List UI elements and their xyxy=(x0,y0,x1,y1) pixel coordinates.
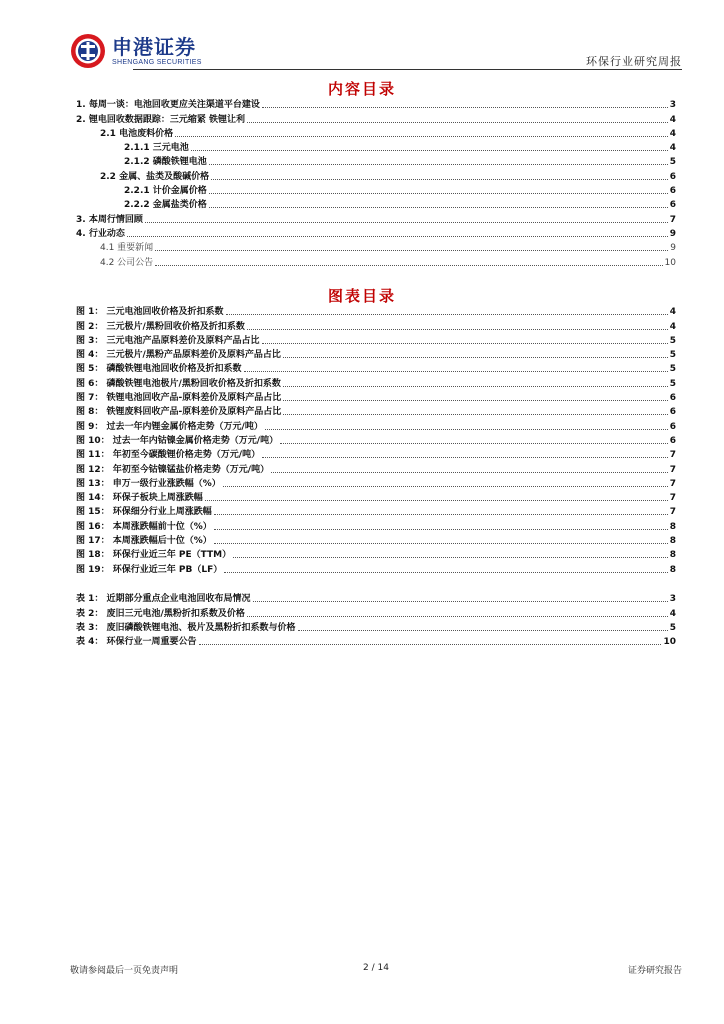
toc-leader-dots xyxy=(145,222,668,223)
toc-leader-dots xyxy=(262,107,668,108)
footer-doc-type: 证券研究报告 xyxy=(627,966,682,976)
toc-leader-dots xyxy=(155,265,662,266)
toc-entry[interactable] xyxy=(76,111,676,125)
toc-leader-dots xyxy=(224,572,667,573)
report-type: 环保行业研究周报 xyxy=(586,55,682,68)
toc-entry-label: 图 18： 环保行业近三年 PE（TTM） xyxy=(76,550,232,561)
toc-entry-page: 7 xyxy=(669,478,676,489)
toc-entry-page: 4 xyxy=(669,307,676,318)
toc-leader-dots xyxy=(280,443,668,444)
toc-entry-label: 2. 锂电回收数据跟踪：三元缩紧 铁锂让利 xyxy=(76,114,245,125)
toc-entry-page: 5 xyxy=(669,364,676,375)
toc-entry-label: 2.1.2 磷酸铁锂电池 xyxy=(124,157,207,168)
toc-entry[interactable] xyxy=(76,97,676,111)
toc-entry-page: 8 xyxy=(669,521,676,532)
toc-entry-label: 图 8： 铁锂废料回收产品-原料差价及原料产品占比 xyxy=(76,407,282,418)
toc-entry[interactable] xyxy=(76,318,676,332)
toc-entry-page: 6 xyxy=(669,186,676,197)
toc-entry-label: 2.2.2 金属盐类价格 xyxy=(124,200,207,211)
toc-entry[interactable] xyxy=(76,304,676,318)
toc-entry-label: 图 10： 过去一年内钴镍金属价格走势（万元/吨） xyxy=(76,435,279,446)
toc-entry-label: 图 11： 年初至今碳酸锂价格走势（万元/吨） xyxy=(76,450,261,461)
toc-leader-dots xyxy=(298,630,668,631)
toc-leader-dots xyxy=(211,179,668,180)
toc-leader-dots xyxy=(191,150,668,151)
toc-entry-page: 4 xyxy=(669,143,676,154)
toc-entry-label: 图 15： 环保细分行业上周涨跌幅 xyxy=(76,507,212,518)
toc-leader-dots xyxy=(214,529,668,530)
toc-entry[interactable] xyxy=(76,154,676,168)
toc-entry[interactable] xyxy=(76,211,676,225)
toc-entry[interactable] xyxy=(76,140,676,154)
toc-leader-dots xyxy=(283,386,668,387)
toc-entry[interactable] xyxy=(76,168,676,182)
toc-entry-label: 表 1： 近期部分重点企业电池回收布局情况 xyxy=(76,594,251,605)
toc-entry-page: 7 xyxy=(669,464,676,475)
toc-leader-dots xyxy=(223,486,668,487)
toc-entry[interactable] xyxy=(76,634,676,648)
toc-entry-page: 8 xyxy=(669,564,676,575)
toc-entry-label: 2.2 金属、盐类及酸碱价格 xyxy=(100,171,210,182)
tables-list xyxy=(76,591,676,648)
toc-leader-dots xyxy=(265,429,668,430)
toc-entry-label: 图 12： 年初至今钴镍锰盐价格走势（万元/吨） xyxy=(76,464,270,475)
toc-entry-page: 6 xyxy=(669,407,676,418)
contents-title: 内容目录 xyxy=(327,80,396,98)
toc-entry-label: 4.2 公司公告 xyxy=(100,257,154,268)
toc-entry-label: 图 14： 环保子板块上周涨跌幅 xyxy=(76,493,203,504)
toc-entry-page: 4 xyxy=(669,608,676,619)
toc-entry-page: 5 xyxy=(669,157,676,168)
toc-entry-label: 图 17： 本周涨跌幅后十位（%） xyxy=(76,536,212,547)
header-divider xyxy=(133,69,682,70)
toc-entry[interactable] xyxy=(76,183,676,197)
toc-leader-dots xyxy=(233,557,668,558)
toc-entry-label: 3. 本周行情回顾 xyxy=(76,214,143,225)
toc-entry-label: 2.2.1 计价金属价格 xyxy=(124,186,207,197)
toc-leader-dots xyxy=(175,136,668,137)
toc-leader-dots xyxy=(283,414,667,415)
toc-entry-page: 6 xyxy=(669,421,676,432)
toc-leader-dots xyxy=(226,314,668,315)
toc-leader-dots xyxy=(283,400,667,401)
toc-entry-label: 表 3： 废旧磷酸铁锂电池、极片及黑粉折扣系数与价格 xyxy=(76,622,296,633)
toc-leader-dots xyxy=(244,371,668,372)
logo-chinese-name: 申港证券 xyxy=(112,34,196,59)
figures-list xyxy=(76,304,676,576)
contents-list xyxy=(76,97,676,269)
toc-entry[interactable] xyxy=(76,226,676,240)
toc-entry[interactable] xyxy=(76,504,676,518)
toc-entry[interactable] xyxy=(76,533,676,547)
toc-entry[interactable] xyxy=(76,476,676,490)
toc-leader-dots xyxy=(155,250,668,251)
toc-leader-dots xyxy=(209,207,668,208)
toc-entry[interactable] xyxy=(76,605,676,619)
toc-entry-label: 1. 每周一谈：电池回收更应关注渠道平台建设 xyxy=(76,100,260,111)
toc-entry-page: 6 xyxy=(669,393,676,404)
toc-entry-page: 8 xyxy=(669,536,676,547)
toc-entry-label: 4. 行业动态 xyxy=(76,228,125,239)
toc-entry-label: 图 19： 环保行业近三年 PB（LF） xyxy=(76,564,223,575)
toc-entry[interactable] xyxy=(76,620,676,634)
toc-entry-page: 6 xyxy=(669,435,676,446)
toc-entry-page: 7 xyxy=(669,214,676,225)
toc-entry[interactable] xyxy=(76,518,676,532)
toc-entry[interactable] xyxy=(76,347,676,361)
toc-entry-label: 表 4： 环保行业一周重要公告 xyxy=(76,637,197,648)
toc-entry-page: 5 xyxy=(669,335,676,346)
toc-leader-dots xyxy=(247,616,668,617)
toc-leader-dots xyxy=(205,500,668,501)
toc-entry-page: 7 xyxy=(669,493,676,504)
toc-entry[interactable] xyxy=(76,361,676,375)
toc-entry[interactable] xyxy=(76,375,676,389)
toc-entry[interactable] xyxy=(76,240,676,254)
toc-leader-dots xyxy=(262,343,668,344)
toc-entry-page: 4 xyxy=(669,114,676,125)
toc-entry-page: 9 xyxy=(670,243,676,254)
toc-entry-page: 4 xyxy=(669,321,676,332)
toc-entry-page: 6 xyxy=(669,171,676,182)
toc-leader-dots xyxy=(214,543,668,544)
toc-entry-page: 9 xyxy=(669,228,676,239)
toc-entry-page: 5 xyxy=(669,378,676,389)
toc-leader-dots xyxy=(253,601,668,602)
toc-entry-page: 5 xyxy=(669,622,676,633)
company-logo xyxy=(70,30,202,72)
toc-leader-dots xyxy=(262,457,668,458)
toc-entry-label: 表 2： 废旧三元电池/黑粉折扣系数及价格 xyxy=(76,608,245,619)
toc-entry[interactable] xyxy=(76,197,676,211)
toc-leader-dots xyxy=(271,472,668,473)
toc-entry-label: 图 3： 三元电池产品原料差价及原料产品占比 xyxy=(76,335,260,346)
toc-entry-page: 3 xyxy=(669,100,676,111)
toc-entry-label: 2.1.1 三元电池 xyxy=(124,143,189,154)
toc-leader-dots xyxy=(247,122,668,123)
toc-entry-page: 5 xyxy=(669,350,676,361)
toc-entry-label: 图 5： 磷酸铁锂电池回收价格及折扣系数 xyxy=(76,364,242,375)
toc-entry-label: 2.1 电池废料价格 xyxy=(100,128,174,139)
footer-page-number: 2 / 14 xyxy=(363,963,389,973)
toc-entry-page: 4 xyxy=(669,128,676,139)
toc-entry-label: 图 16： 本周涨跌幅前十位（%） xyxy=(76,521,212,532)
toc-entry-label: 图 9： 过去一年内锂金属价格走势（万元/吨） xyxy=(76,421,263,432)
toc-entry-page: 7 xyxy=(669,450,676,461)
toc-entry[interactable] xyxy=(76,490,676,504)
toc-leader-dots xyxy=(199,644,662,645)
toc-entry-page: 3 xyxy=(669,594,676,605)
toc-entry[interactable] xyxy=(76,461,676,475)
toc-leader-dots xyxy=(247,329,668,330)
toc-entry[interactable] xyxy=(76,547,676,561)
toc-entry-label: 图 4： 三元极片/黑粉产品原料差价及原料产品占比 xyxy=(76,350,281,361)
toc-entry[interactable] xyxy=(76,433,676,447)
toc-leader-dots xyxy=(209,164,668,165)
toc-leader-dots xyxy=(209,193,668,194)
toc-entry[interactable] xyxy=(76,126,676,140)
toc-entry-label: 图 6： 磷酸铁锂电池极片/黑粉回收价格及折扣系数 xyxy=(76,378,281,389)
footer-disclaimer: 敬请参阅最后一页免责声明 xyxy=(70,966,179,976)
toc-entry-page: 10 xyxy=(664,257,676,268)
toc-entry[interactable] xyxy=(76,404,676,418)
toc-entry-page: 7 xyxy=(669,507,676,518)
toc-entry[interactable] xyxy=(76,333,676,347)
toc-entry[interactable] xyxy=(76,591,676,605)
logo-english-name: SHENGANG SECURITIES xyxy=(112,58,202,66)
toc-leader-dots xyxy=(214,514,668,515)
toc-leader-dots xyxy=(127,236,668,237)
page-header xyxy=(70,30,682,72)
toc-entry-label: 图 7： 铁锂电池回收产品-原料差价及原料产品占比 xyxy=(76,393,282,404)
toc-entry-page: 8 xyxy=(669,550,676,561)
toc-entry[interactable] xyxy=(76,254,676,268)
toc-entry-label: 图 13： 申万一级行业涨跌幅（%） xyxy=(76,478,221,489)
figures-title: 图表目录 xyxy=(327,287,396,305)
toc-leader-dots xyxy=(283,357,668,358)
toc-entry[interactable] xyxy=(76,561,676,575)
toc-entry-label: 图 2： 三元极片/黑粉回收价格及折扣系数 xyxy=(76,321,245,332)
toc-entry[interactable] xyxy=(76,390,676,404)
toc-entry-label: 图 1： 三元电池回收价格及折扣系数 xyxy=(76,307,224,318)
toc-entry-label: 4.1 重要新闻 xyxy=(100,243,154,254)
toc-entry[interactable] xyxy=(76,447,676,461)
toc-entry[interactable] xyxy=(76,418,676,432)
shengang-logo-icon xyxy=(70,33,106,69)
toc-entry-page: 10 xyxy=(663,637,676,648)
toc-entry-page: 6 xyxy=(669,200,676,211)
